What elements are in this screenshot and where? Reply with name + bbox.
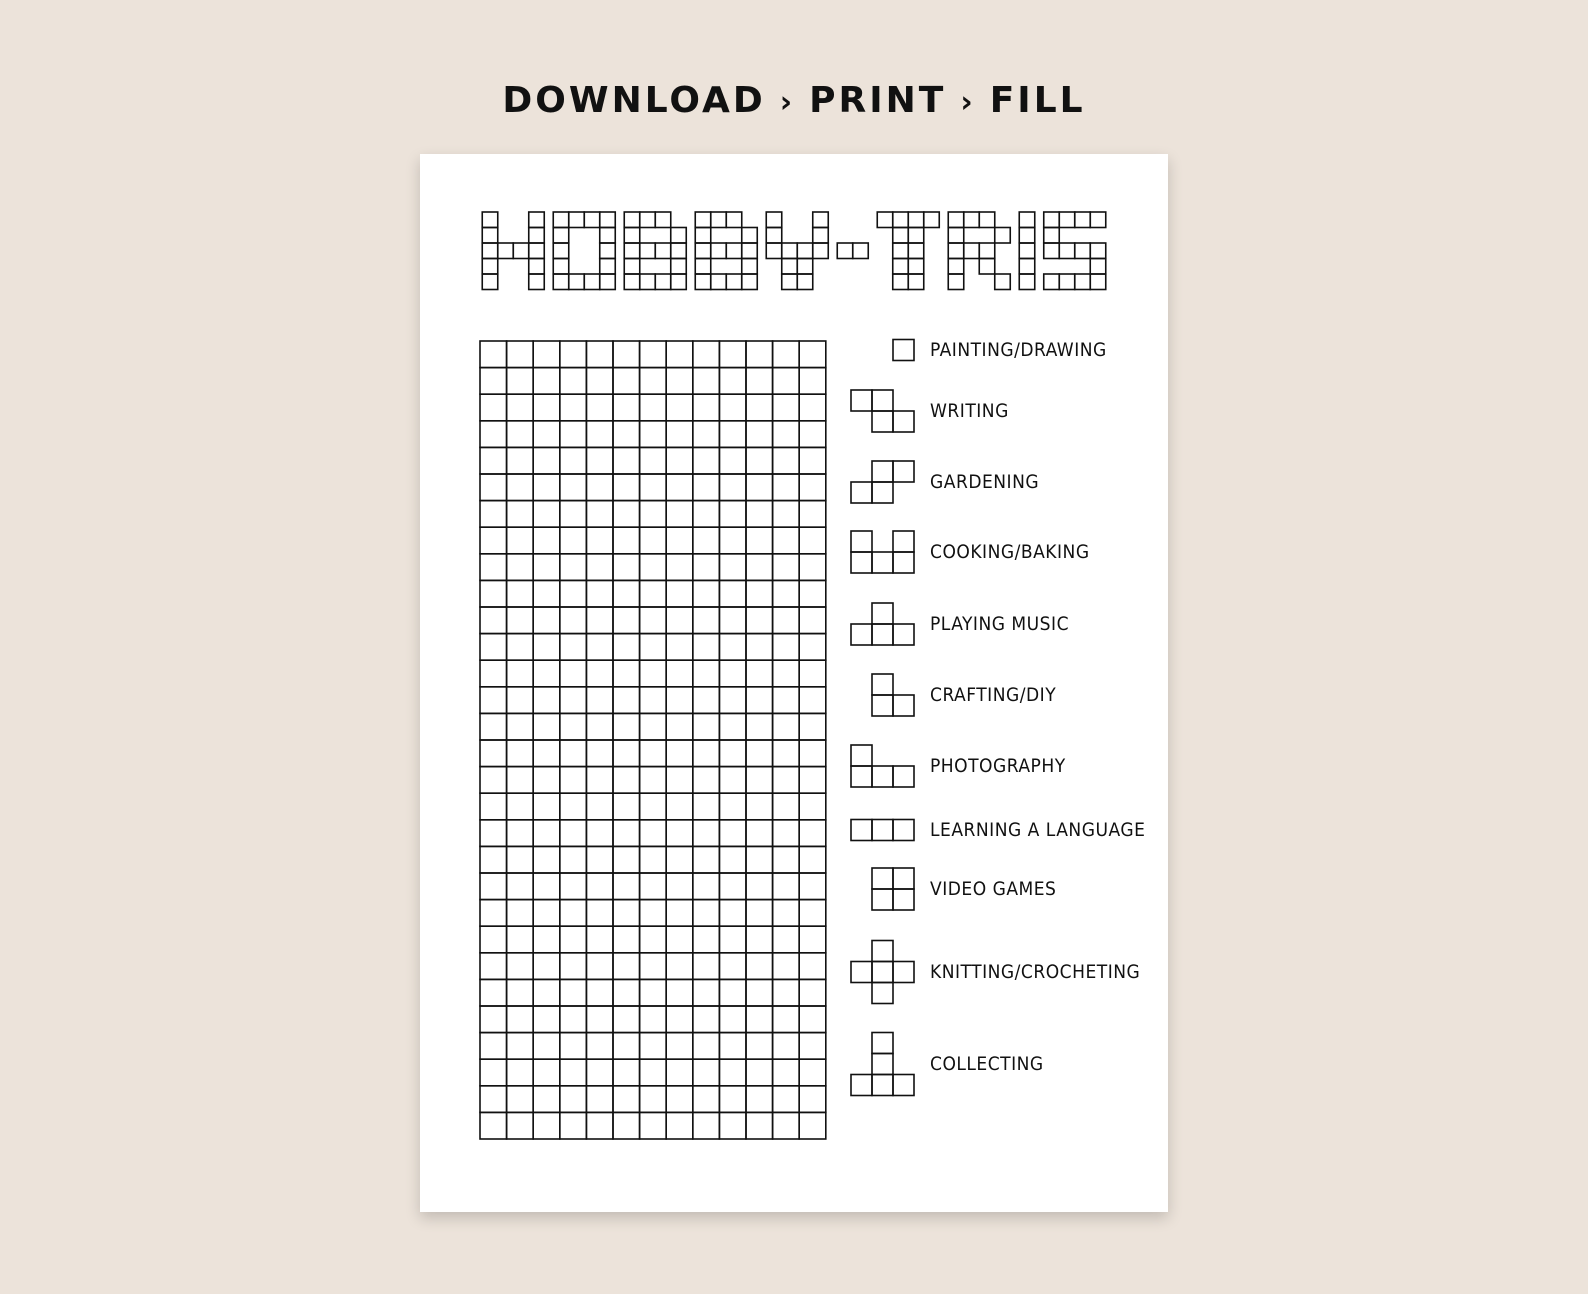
- piece-block: [851, 745, 872, 766]
- piece-block: [872, 983, 893, 1004]
- piece-block: [872, 766, 893, 787]
- banner-step-download: DOWNLOAD: [502, 80, 766, 121]
- legend-piece-long-t-pentomino: [851, 1033, 914, 1096]
- legend-label: PHOTOGRAPHY: [930, 755, 1066, 777]
- legend-label: WRITING: [930, 400, 1009, 422]
- legend-piece-z-tetromino: [851, 390, 914, 432]
- legend-piece-i-tromino: [851, 820, 914, 841]
- legend-label: VIDEO GAMES: [930, 878, 1057, 900]
- piece-block: [851, 390, 872, 411]
- piece-block: [851, 531, 872, 552]
- piece-block: [893, 868, 914, 889]
- legend-piece-t-tetromino: [851, 603, 914, 645]
- legend-piece-single: [893, 340, 914, 361]
- piece-block: [872, 390, 893, 411]
- legend-piece-o-tetromino: [872, 868, 914, 910]
- piece-block: [872, 868, 893, 889]
- piece-block: [872, 552, 893, 573]
- piece-block: [851, 766, 872, 787]
- legend-piece-j-tetromino: [851, 745, 914, 787]
- piece-block: [893, 552, 914, 573]
- piece-block: [872, 820, 893, 841]
- piece-block: [893, 766, 914, 787]
- printable-sheet: [420, 154, 1168, 1212]
- piece-block: [872, 461, 893, 482]
- piece-block: [872, 889, 893, 910]
- piece-block: [893, 1075, 914, 1096]
- piece-block: [872, 962, 893, 983]
- legend-label: GARDENING: [930, 471, 1040, 493]
- legend-label: COOKING/BAKING: [930, 541, 1090, 563]
- banner-step-fill: FILL: [989, 80, 1086, 121]
- legend-piece-s-tetromino: [851, 461, 914, 503]
- piece-block: [872, 1054, 893, 1075]
- download-print-fill-banner: [0, 80, 1588, 121]
- piece-block: [872, 603, 893, 624]
- piece-block: [893, 624, 914, 645]
- piece-block: [872, 482, 893, 503]
- banner-step-print: PRINT: [809, 80, 947, 121]
- piece-block: [872, 941, 893, 962]
- piece-block: [893, 820, 914, 841]
- piece-block: [851, 624, 872, 645]
- legend-label: PAINTING/DRAWING: [930, 339, 1107, 361]
- piece-block: [893, 889, 914, 910]
- legend-label: COLLECTING: [930, 1053, 1044, 1075]
- piece-block: [893, 962, 914, 983]
- piece-block: [872, 1033, 893, 1054]
- legend-label: CRAFTING/DIY: [930, 684, 1057, 706]
- piece-block: [872, 695, 893, 716]
- legend-label: PLAYING MUSIC: [930, 613, 1070, 635]
- legend-piece-l-tromino: [872, 674, 914, 716]
- piece-block: [872, 674, 893, 695]
- legend-piece-u-pentomino: [851, 531, 914, 573]
- chevron-right-icon: ›: [960, 85, 976, 120]
- piece-block: [893, 340, 914, 361]
- piece-block: [851, 1075, 872, 1096]
- piece-block: [893, 411, 914, 432]
- piece-block: [851, 820, 872, 841]
- piece-block: [893, 695, 914, 716]
- legend-piece-plus-pentomino: [851, 941, 914, 1004]
- legend-label: KNITTING/CROCHETING: [930, 961, 1141, 983]
- legend-pieces: [420, 154, 1168, 1212]
- piece-block: [851, 482, 872, 503]
- piece-block: [851, 552, 872, 573]
- piece-block: [893, 531, 914, 552]
- legend-label: LEARNING A LANGUAGE: [930, 819, 1146, 841]
- piece-block: [872, 1075, 893, 1096]
- piece-block: [872, 411, 893, 432]
- piece-block: [893, 461, 914, 482]
- piece-block: [851, 962, 872, 983]
- piece-block: [872, 624, 893, 645]
- chevron-right-icon: ›: [779, 85, 796, 120]
